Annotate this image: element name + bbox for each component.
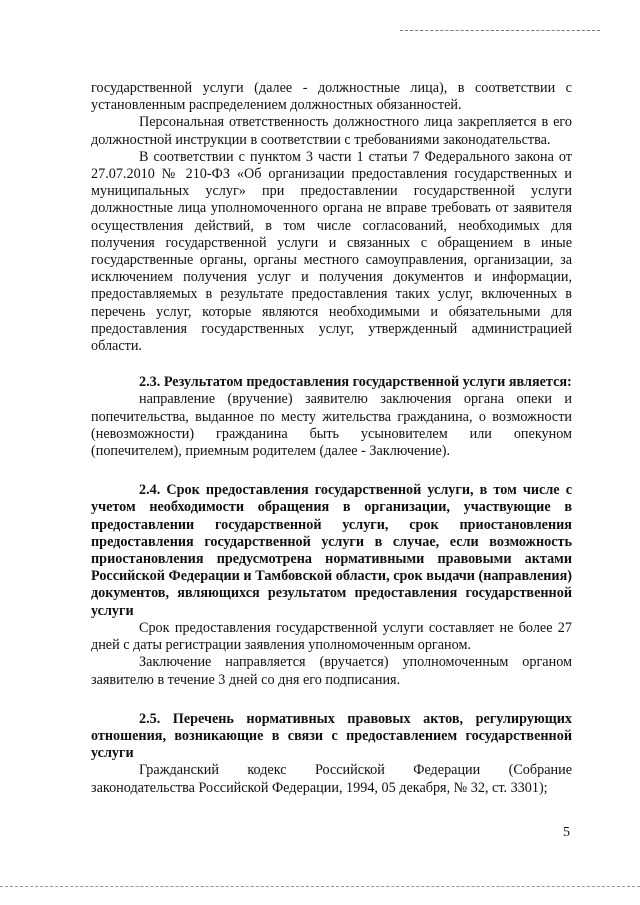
bottom-dashed-line — [0, 886, 640, 888]
paragraph-conclusion: Заключение направляется (вручается) уполномоченным органом заявителю в течение 3 дней со дня его подписания. — [91, 654, 572, 688]
paragraph-civil-code: Гражданский кодекс Российской Федерации (Собрание законодательства Российской Федерации, 1994, 05 декабря, № 32, ст. 3301); — [91, 762, 572, 796]
top-dashed-line — [400, 30, 600, 32]
heading-2-4: 2.4. Срок предоставления государственной услуги, в том числе с учетом необходимости обращения в организации, участвующие в предоставлении государственной услуги, срок приостановления предоставления государственной услуги в случае, если возможность приостановления предусмотрена нормативными правовыми актами Российской Федерации и Тамбовской области, срок выдачи (направления) документов, являющихся результатом предоставления государственной услуги — [91, 482, 572, 619]
heading-2-5: 2.5. Перечень нормативных правовых актов, регулирующих отношения, возникающие в связи с предоставлением государственной услуги — [91, 710, 572, 762]
paragraph-result: направление (вручение) заявителю заключения органа опеки и попечительства, выданное по месту жительства гражданина, о возможности (невозможности) гражданина быть усыновителем или опекуном (попечителем), приемным родителем (далее - Заключение). — [91, 391, 572, 460]
paragraph-term: Срок предоставления государственной услуги составляет не более 27 дней с даты регистрации заявления уполномоченным органом. — [91, 619, 572, 654]
heading-2-3: 2.3. Результатом предоставления государственной услуги является: — [139, 374, 572, 391]
paragraph-responsibility: Персональная ответственность должностного лица закрепляется в его должностной инструкции в соответствии с требованиями законодательства. — [91, 114, 572, 148]
paragraph-federal-law: В соответствии с пунктом 3 части 1 статьи 7 Федерального закона от 27.07.2010 № 210-ФЗ «Об организации предоставления государственных и муниципальных услуг» при предоставлении государственной услуги должностные лица уполномоченного органа не вправе требовать от заявителя осуществления действий, в том числе согласований, необходимых для получения государственной услуги и связанных с обращением в иные государственные органы, органы местного самоуправления, организации, за исключением получения услуг и получения документов и информации, предоставляемых в результате предоставления таких услуг, включенных в перечень услуг, которые являются необходимыми и обязательными для предоставления государственных услуг, утвержденный администрацией области. — [91, 148, 572, 355]
document-page — [91, 80, 572, 797]
paragraph-officials: государственной услуги (далее - должностные лица), в соответствии с установленным распределением должностных обязанностей. — [91, 80, 572, 114]
page-number: 5 — [563, 825, 570, 840]
